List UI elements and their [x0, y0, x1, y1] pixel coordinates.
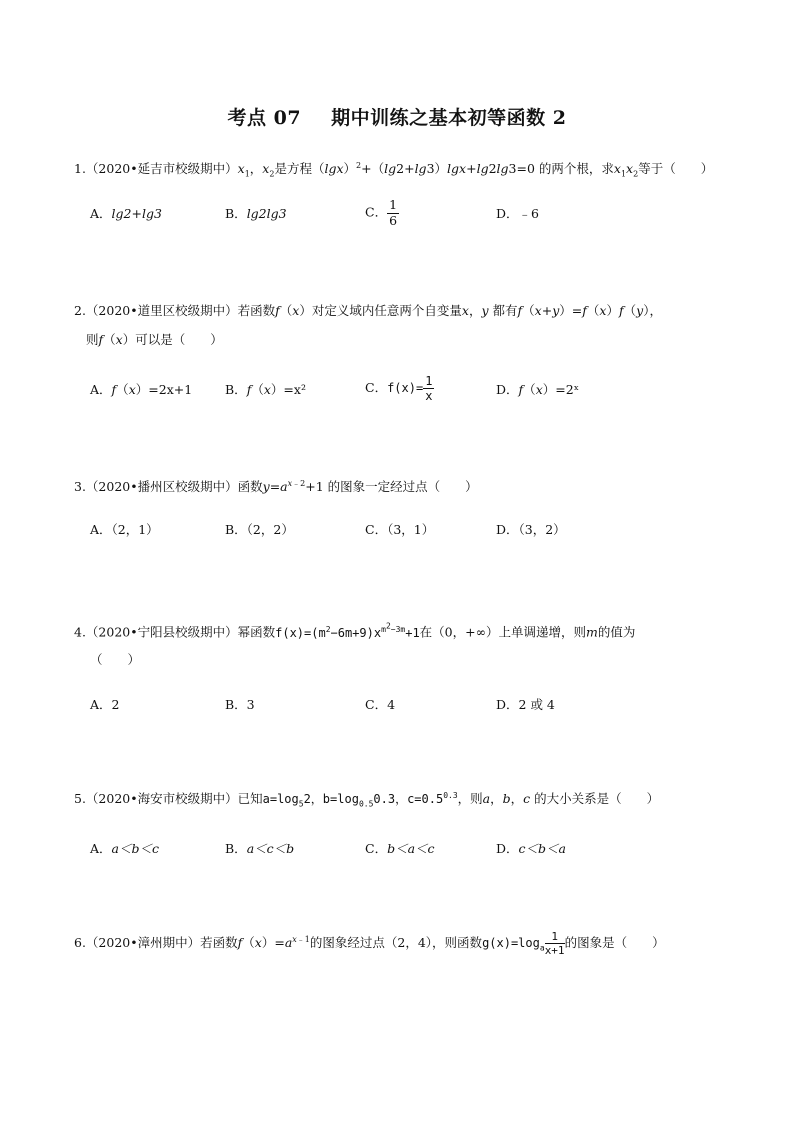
question-3-options	[90, 521, 730, 551]
q2-option-c: C．f(x)= $\frac{1}{x}$	[365, 374, 433, 403]
q3-option-b: B．（2，2）	[225, 522, 294, 537]
title-prefix: 考点 07	[227, 107, 302, 129]
q2-option-a: A．f（x）=2x+1	[90, 382, 193, 397]
q1-option-c: C． $\frac{1}{6}$	[365, 197, 398, 228]
question-1-options	[90, 197, 730, 235]
q4-option-d: D．2 或 4	[496, 697, 555, 712]
question-4-line-2: （ ）	[90, 652, 141, 667]
question-6: 6.（2020•漳州期中）若函数$f(x)=a^{x﹣1}$的图象经过点（2，4），则函数$g(x)=\log_a$ $\frac{1}{x+1}$ 的图象是（ ）	[74, 930, 665, 958]
q5-option-a: A．a＜b＜c	[90, 841, 159, 856]
q4-option-a: A．2	[90, 697, 120, 712]
q4-option-b: B．3	[225, 697, 255, 712]
q5-option-d: D．c＜b＜a	[496, 841, 566, 856]
page-title	[0, 103, 794, 130]
title-main: 期中训练之基本初等函数 2	[331, 107, 567, 129]
question-2: 2.（2020•道里区校级期中）若函数f（x）对定义域内任意两个自变量x，y 都有f（x+y）=f（x）f（y），	[74, 303, 662, 318]
question-4-options	[90, 696, 730, 726]
question-3: 3.（2020•播州区校级期中）函数$y=a^{x﹣2}+1$ 的图象一定经过点（ ）	[74, 479, 478, 495]
q3-option-a: A．（2，1）	[90, 522, 159, 537]
q2-option-b: B．f（x）=x²	[225, 382, 306, 397]
question-5: 5.（2020•海安市校级期中）已知$a=\log_52$，$b=\log_{0.5}0.3$，$c=0.5^{0.3}$，则a，b，c 的大小关系是（ ）	[74, 791, 660, 809]
question-5-options	[90, 840, 730, 870]
q5-option-c: C．b＜a＜c	[365, 841, 435, 856]
q5-option-b: B．a＜c＜b	[225, 841, 295, 856]
q1-option-d: D．﹣6	[496, 206, 539, 221]
q1-option-a: A．lg2+lg3	[90, 206, 162, 221]
question-2-line-2: 则f（x）可以是（ ）	[86, 332, 223, 347]
q4-option-c: C．4	[365, 697, 396, 712]
question-1: 1.（2020•延吉市校级期中）$x_1$，$x_2$是方程$(\lg x)^2+(\lg 2+\lg 3)\lg x+\lg 2\lg 3=0$ 的两个根，求$x_1x_2$等于（ ）	[74, 161, 714, 179]
q2-option-d: D．f（x）=2ˣ	[496, 382, 579, 397]
question-2-options	[90, 374, 730, 411]
q3-option-d: D．（3，2）	[496, 522, 566, 537]
q3-option-c: C．（3，1）	[365, 522, 435, 537]
question-4: 4.（2020•宁阳县校级期中）幂函数$f(x)=(m^2-6m+9)x^{m^2-3m}+1$在（0，+∞）上单调递增，则m的值为	[74, 621, 636, 640]
q1-option-b: B．lg2lg3	[225, 206, 287, 221]
